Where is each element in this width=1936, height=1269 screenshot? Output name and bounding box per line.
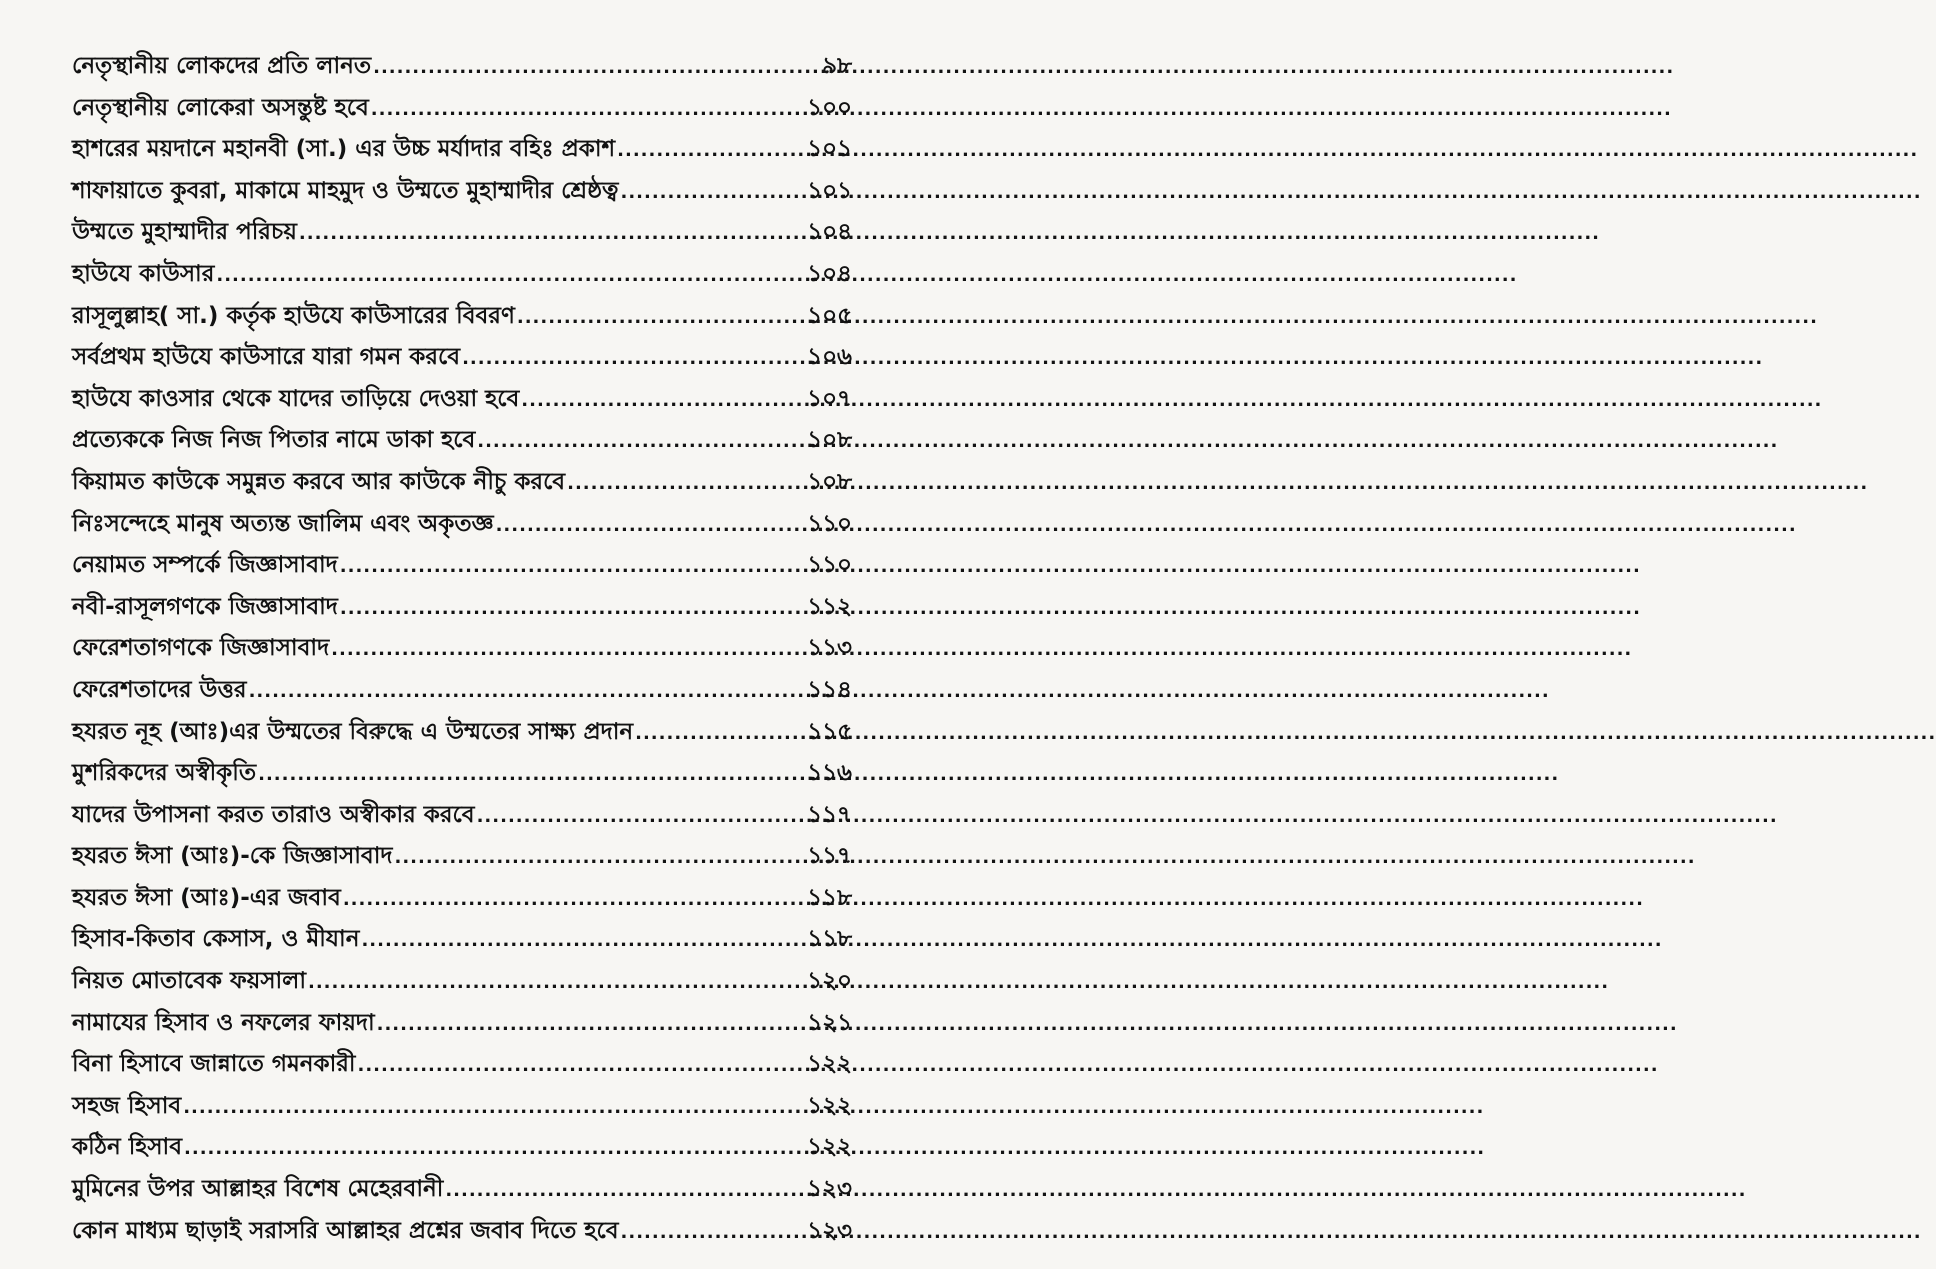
toc-entry-page-number: ১১৮	[807, 884, 852, 911]
toc-entry-title: হযরত নূহ (আঃ)এর উম্মতের বিরুদ্ধে এ উম্মতের সাক্ষ্য প্রদান	[72, 718, 634, 745]
dot-leader	[517, 297, 790, 339]
toc-entry-page-number: ১১৭	[807, 843, 852, 870]
toc-entry-page-number: ১২৩	[807, 1176, 852, 1203]
dot-leader	[477, 421, 790, 463]
toc-entry-title: সহজ হিসাব	[72, 1092, 182, 1119]
dot-leader	[635, 713, 790, 755]
toc-entry	[72, 1044, 852, 1086]
toc-entry	[72, 795, 852, 837]
toc-entry-title: নেয়ামত সম্পর্কে জিজ্ঞাসাবাদ	[72, 552, 338, 579]
dot-leader	[462, 338, 790, 380]
dot-leader	[184, 1128, 790, 1170]
toc-entry	[72, 296, 852, 338]
toc-entry-title: নিয়ত মোতাবেক ফয়সালা	[72, 968, 306, 995]
dot-leader	[373, 47, 790, 89]
toc-entry-title: রাসূলুল্লাহ( সা.) কর্তৃক হাউযে কাউসারের বিবরণ	[72, 302, 515, 329]
toc-entry-page-number: ১০১	[807, 177, 852, 204]
toc-entry	[72, 379, 852, 421]
toc-entry-title: কিয়ামত কাউকে সমুন্নত করবে আর কাউকে নীচু করবে	[72, 468, 566, 495]
toc-entry	[72, 1169, 852, 1211]
toc-entry-page-number: ১২২	[807, 1051, 852, 1078]
toc-entry-page-number: ১১৬	[807, 760, 852, 787]
toc-entry-page-number: ১০৮	[807, 427, 852, 454]
toc-entry	[72, 171, 852, 213]
dot-leader	[331, 629, 790, 671]
toc-entry-title: নেতৃস্থানীয় লোকেরা অসন্তুষ্ট হবে	[72, 94, 369, 121]
dot-leader	[343, 879, 790, 921]
toc-entry-title: কোন মাধ্যম ছাড়াই সরাসরি আল্লাহর প্রশ্নের জবাব দিতে হবে	[72, 1217, 619, 1244]
toc-entry	[72, 712, 852, 754]
toc-entry-title: হযরত ঈসা (আঃ)-এর জবাব	[72, 884, 341, 911]
toc-entry-page-number: ১০১	[807, 136, 852, 163]
toc-entry-page-number: ১১০	[807, 552, 852, 579]
toc-entry-page-number: ১১৫	[807, 718, 852, 745]
toc-entry	[72, 420, 852, 462]
toc-entry-page-number: ১০৫	[807, 302, 852, 329]
toc-entry-page-number: ৯৮	[822, 53, 852, 79]
toc-entry	[72, 753, 852, 795]
toc-entry-title: হযরত ঈসা (আঃ)-কে জিজ্ঞাসাবাদ	[72, 843, 393, 870]
toc-list	[72, 46, 852, 1252]
toc-entry-page-number: ১২০	[807, 968, 852, 995]
toc-entry-page-number: ১২২	[807, 1134, 852, 1161]
toc-entry	[72, 337, 852, 379]
toc-entry	[72, 836, 852, 878]
toc-entry	[72, 1086, 852, 1128]
dot-leader	[445, 1170, 790, 1212]
toc-entry-title: হাশরের ময়দানে মহানবী (সা.) এর উচ্চ মর্যাদার বহিঃ প্রকাশ	[72, 136, 616, 163]
toc-entry	[72, 587, 852, 629]
dot-leader	[567, 463, 790, 505]
toc-entry	[72, 545, 852, 587]
toc-entry	[72, 254, 852, 296]
toc-entry-title: হিসাব-কিতাব কেসাস, ও মীযান	[72, 926, 360, 953]
toc-entry	[72, 919, 852, 961]
toc-entry-title: হাউযে কাউসার	[72, 260, 215, 287]
toc-entry-page-number: ১২১	[807, 1009, 852, 1036]
dot-leader	[496, 505, 790, 547]
dot-leader	[308, 962, 790, 1004]
toc-entry-title: নিঃসন্দেহে মানুষ অত্যন্ত জালিম এবং অকৃতজ্ঞ	[72, 510, 494, 537]
toc-entry-page-number: ১০৪	[807, 219, 852, 246]
dot-leader	[377, 1004, 790, 1046]
toc-entry-title: মুমিনের উপর আল্লাহর বিশেষ মেহেরবানী	[72, 1176, 444, 1203]
toc-entry	[72, 462, 852, 504]
toc-entry	[72, 212, 852, 254]
toc-entry-page-number: ১১৩	[807, 635, 852, 662]
toc-entry-title: বিনা হিসাবে জান্নাতে গমনকারী	[72, 1051, 356, 1078]
dot-leader	[357, 1045, 790, 1087]
dot-leader	[361, 920, 790, 962]
toc-entry	[72, 129, 852, 171]
toc-entry-title: প্রত্যেককে নিজ নিজ পিতার নামে ডাকা হবে	[72, 427, 476, 454]
dot-leader	[340, 588, 790, 630]
toc-entry-page-number: ১১০	[807, 510, 852, 537]
toc-entry	[72, 88, 852, 130]
toc-entry-page-number: ১১৮	[807, 926, 852, 953]
toc-entry-page-number: ১০০	[807, 94, 852, 121]
toc-entry-title: শাফায়াতে কুবরা, মাকামে মাহমুদ ও উম্মতে মুহাম্মাদীর শ্রেষ্ঠত্ব	[72, 177, 619, 204]
dot-leader	[521, 380, 790, 422]
toc-entry-title: নামাযের হিসাব ও নফলের ফায়দা	[72, 1009, 375, 1036]
dot-leader	[183, 1087, 790, 1129]
toc-entry	[72, 878, 852, 920]
dot-leader	[617, 130, 790, 172]
toc-entry-title: নেতৃস্থানীয় লোকদের প্রতি লানত	[72, 53, 372, 79]
dot-leader	[216, 255, 790, 297]
dot-leader	[340, 546, 790, 588]
toc-entry-page-number: ১১৭	[807, 801, 852, 828]
toc-entry	[72, 670, 852, 712]
toc-entry	[72, 1211, 852, 1253]
toc-entry-page-number: ১২৩	[807, 1217, 852, 1244]
toc-entry	[72, 46, 852, 88]
toc-entry-title: হাউযে কাওসার থেকে যাদের তাড়িয়ে দেওয়া হবে	[72, 385, 520, 412]
toc-entry-title: যাদের উপাসনা করত তারাও অস্বীকার করবে	[72, 801, 475, 828]
dot-leader	[371, 89, 790, 131]
dot-leader	[621, 1212, 790, 1254]
toc-entry-page-number: ১০৭	[807, 385, 852, 412]
toc-entry-title: উম্মতে মুহাম্মাদীর পরিচয়	[72, 219, 297, 246]
toc-entry	[72, 1003, 852, 1045]
toc-entry-page-number: ১১৪	[807, 676, 852, 703]
toc-entry-page-number: ১০৬	[807, 344, 852, 371]
toc-entry	[72, 1127, 852, 1169]
dot-leader	[620, 172, 790, 214]
toc-entry-title: মুশরিকদের অস্বীকৃতি	[72, 760, 257, 787]
toc-entry-page-number: ১২২	[807, 1092, 852, 1119]
toc-entry-title: কঠিন হিসাব	[72, 1134, 183, 1161]
toc-entry-title: ফেরেশতাদের উত্তর	[72, 676, 247, 703]
toc-entry-page-number: ১০৪	[807, 260, 852, 287]
table-of-contents-page	[72, 46, 852, 1256]
dot-leader	[258, 754, 790, 796]
dot-leader	[299, 213, 790, 255]
toc-entry	[72, 961, 852, 1003]
dot-leader	[477, 796, 790, 838]
dot-leader	[394, 837, 790, 879]
toc-entry	[72, 504, 852, 546]
dot-leader	[249, 671, 790, 713]
toc-entry	[72, 628, 852, 670]
toc-entry-page-number: ১০৮	[807, 468, 852, 495]
toc-entry-title: সর্বপ্রথম হাউযে কাউসারে যারা গমন করবে	[72, 344, 461, 371]
toc-entry-title: নবী-রাসূলগণকে জিজ্ঞাসাবাদ	[72, 593, 338, 620]
toc-entry-page-number: ১১২	[807, 593, 852, 620]
toc-entry-title: ফেরেশতাগণকে জিজ্ঞাসাবাদ	[72, 635, 330, 662]
